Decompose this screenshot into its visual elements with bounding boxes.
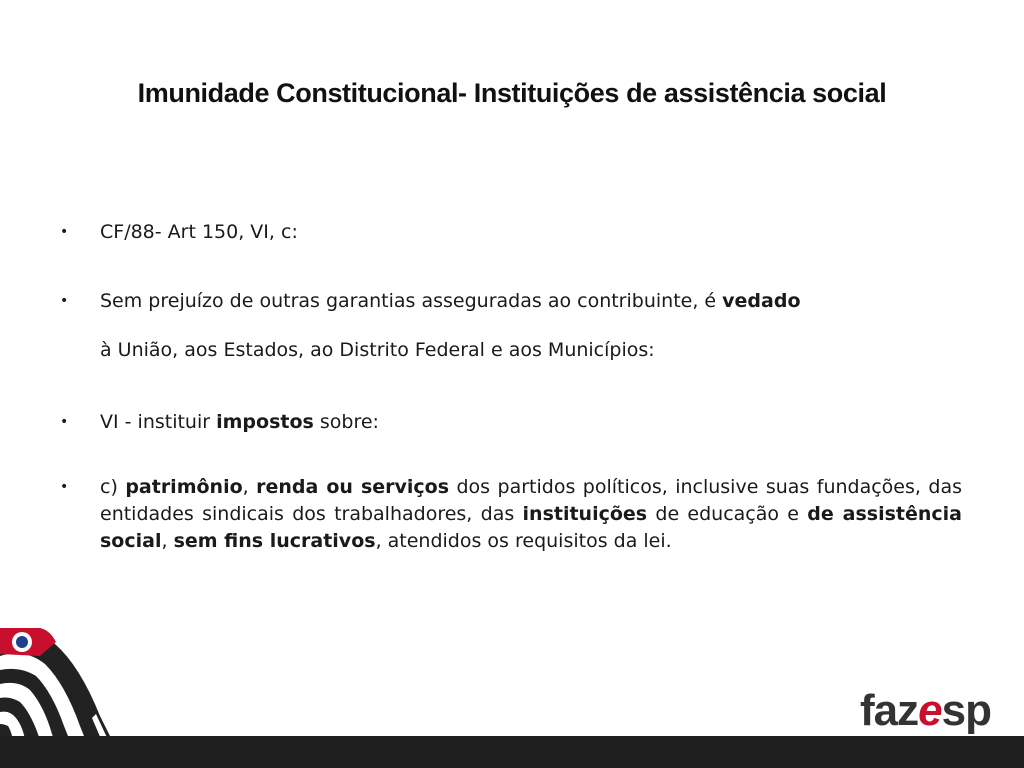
bullet-text-part: , atendidos os requisitos da lei.: [375, 530, 672, 552]
logo-text-accent: e: [918, 686, 942, 735]
bullet-text-part: Sem prejuízo de outras garantias asseguradas ao contribuinte, é: [100, 290, 723, 312]
bullet-text-part: VI - instituir: [100, 411, 217, 433]
bullet-text-part: de educação e: [647, 503, 808, 525]
fazesp-logo: [860, 686, 991, 736]
bullet-text: [100, 288, 962, 315]
bullet-text: [100, 474, 962, 555]
bullet-dot: •: [60, 224, 69, 240]
bullet-text-bold: de assistência social: [100, 503, 962, 552]
bullet-text-part: ,: [242, 476, 257, 498]
footer-bar: [0, 736, 1024, 768]
bullet-text-bold: patrimônio: [125, 476, 243, 498]
bullet-text-bold: renda ou serviços: [256, 476, 450, 498]
bullet-dot: •: [60, 293, 69, 309]
bullet-text-part: c): [100, 476, 126, 498]
bullet-text-bold: vedado: [722, 290, 801, 312]
bullet-dot: •: [60, 479, 69, 495]
slide-title: Imunidade Constitucional- Instituições de assistência social: [137, 78, 887, 108]
bullet-text: [100, 409, 962, 436]
sao-paulo-flag-emblem-icon: [0, 626, 140, 746]
bullet-text-bold: instituições: [522, 503, 648, 525]
bullet-text: CF/88- Art 150, VI, c:: [100, 221, 298, 243]
bullet-text-bold: impostos: [216, 411, 314, 433]
bullet-text-part: sobre:: [313, 411, 379, 433]
bullet-text-part: ,: [161, 530, 174, 552]
logo-text: sp: [941, 686, 991, 735]
bullet-dot: •: [60, 414, 69, 430]
bullet-text-bold: sem fins lucrativos: [173, 530, 376, 552]
bullet-text-continuation: à União, aos Estados, ao Distrito Federal e aos Municípios:: [100, 339, 655, 361]
logo-text: faz: [860, 686, 919, 735]
bullet-text-part: dos partidos políticos, inclusive suas fundações, das entidades sindicais dos trabalhadores, das: [100, 476, 962, 525]
